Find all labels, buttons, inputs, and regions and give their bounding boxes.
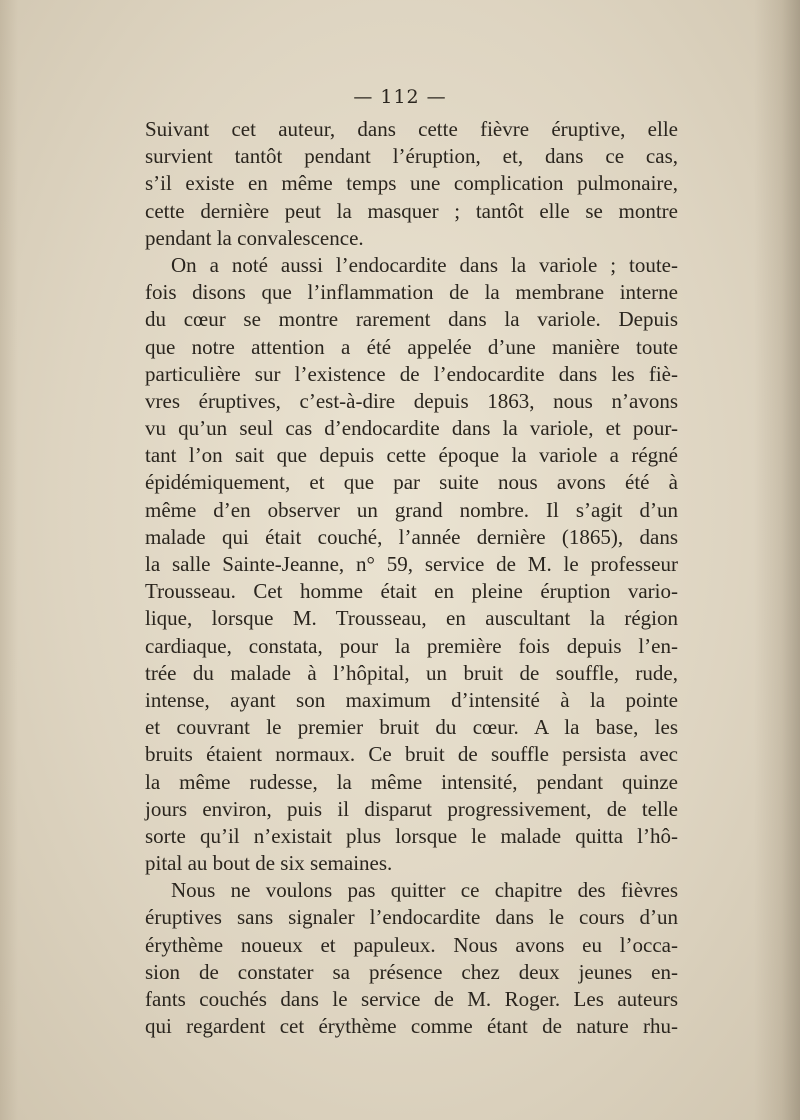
text-line: survient tantôt pendant l’éruption, et, dans ce cas,	[145, 144, 678, 169]
text-line: et couvrant le premier bruit du cœur. A la base, les	[145, 715, 678, 740]
text-line: pital au bout de six semaines.	[145, 851, 393, 876]
text-line: Trousseau. Cet homme était en pleine éruption vario-	[145, 579, 678, 604]
text-line: s’il existe en même temps une complication pulmonaire,	[145, 171, 678, 196]
text-line: érythème noueux et papuleux. Nous avons eu l’occa-	[145, 932, 678, 957]
text-line: qui regardent cet érythème comme étant de nature rhu-	[145, 1014, 678, 1039]
text-line: la même rudesse, la même intensité, pendant quinze	[145, 769, 678, 794]
page-number: — 112 —	[353, 86, 447, 108]
page-left-edge	[0, 0, 18, 1120]
text-line: Nous ne voulons pas quitter ce chapitre des fièvres	[171, 878, 678, 903]
text-line: du cœur se montre rarement dans la variole. Depuis	[145, 307, 678, 332]
text-line: pendant la convalescence.	[145, 225, 364, 250]
text-line: sion de constater sa présence chez deux jeunes en-	[145, 959, 678, 984]
text-line: lique, lorsque M. Trousseau, en auscultant la région	[145, 606, 678, 631]
text-line: vres éruptives, c’est-à-dire depuis 1863, nous n’avons	[145, 388, 678, 413]
page-gutter-shadow	[754, 0, 800, 1120]
text-line: la salle Sainte-Jeanne, n° 59, service de M. le professeur	[145, 552, 678, 576]
text-line: trée du malade à l’hôpital, un bruit de souffle, rude,	[145, 660, 678, 685]
text-line: fois disons que l’inflammation de la membrane interne	[145, 280, 678, 305]
text-line: On a noté aussi l’endocardite dans la variole ; toute-	[171, 252, 678, 277]
text-line: que notre attention a été appelée d’une manière toute	[145, 334, 678, 359]
text-line: cette dernière peut la masquer ; tantôt elle se montre	[145, 198, 678, 223]
text-line: intense, ayant son maximum d’intensité à la pointe	[145, 687, 678, 712]
text-line: vu qu’un seul cas d’endocardite dans la variole, et pour-	[145, 416, 678, 441]
text-line: Suivant cet auteur, dans cette fièvre éruptive, elle	[145, 117, 678, 141]
text-line: malade qui était couché, l’année dernière (1865), dans	[145, 524, 678, 549]
text-line: même d’en observer un grand nombre. Il s’agit d’un	[145, 497, 678, 522]
text-line: éruptives sans signaler l’endocardite dans le cours d’un	[145, 905, 678, 930]
text-line: jours environ, puis il disparut progressivement, de telle	[145, 796, 678, 821]
text-line: épidémiquement, et que par suite nous avons été à	[145, 470, 678, 495]
text-line: tant l’on sait que depuis cette époque la variole a régné	[145, 443, 678, 468]
text-line: sorte qu’il n’existait plus lorsque le malade quitta l’hô-	[145, 823, 678, 848]
body-text	[145, 116, 678, 1040]
text-line: particulière sur l’existence de l’endocardite dans les fiè-	[145, 361, 678, 386]
text-line: fants couchés dans le service de M. Roger. Les auteurs	[145, 987, 678, 1011]
text-line: bruits étaient normaux. Ce bruit de souffle persista avec	[145, 742, 678, 767]
text-line: cardiaque, constata, pour la première fois depuis l’en-	[145, 633, 678, 658]
